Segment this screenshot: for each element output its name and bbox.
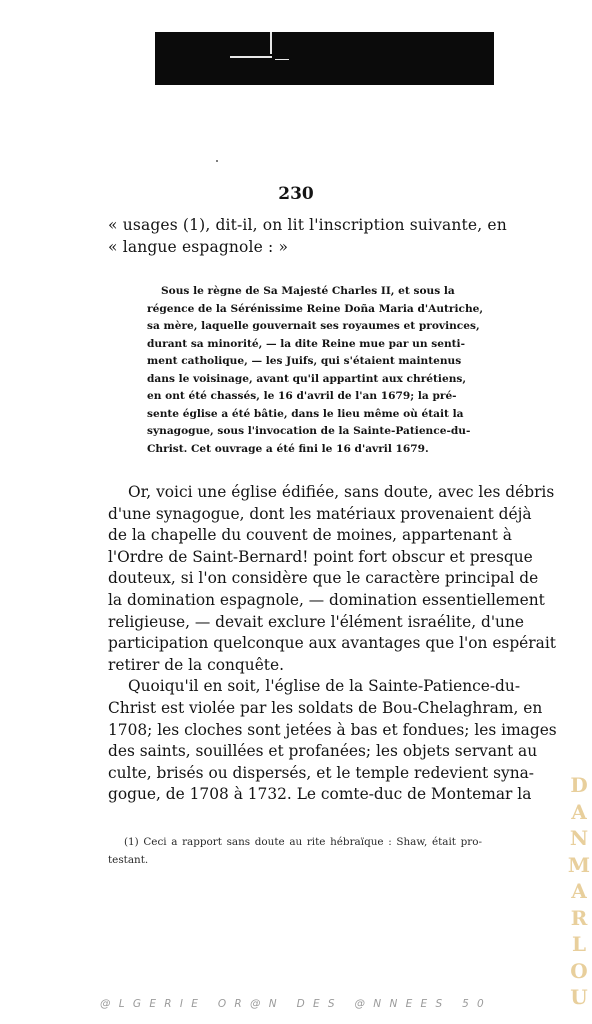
body-text	[108, 482, 557, 806]
body-line: des saints, souillées et profanées; les objets servant au	[108, 742, 538, 761]
inscription-quote	[147, 283, 484, 458]
body-line: 1708; les cloches sont jetées à bas et fondues; les images	[108, 720, 557, 739]
quote-line: durant sa minorité, — la dite Reine mue par un senti-	[147, 337, 465, 350]
body-line: de la chapelle du couvent de moines, appartenant à	[108, 526, 512, 545]
body-line: religieuse, — devait exclure l'élément israélite, d'une	[108, 612, 524, 631]
body-line: Quoiqu'il en soit, l'église de la Sainte-Patience-du-	[128, 677, 521, 696]
body-line: retirer de la conquête.	[108, 655, 284, 674]
body-line: la domination espagnole, — domination essentiellement	[108, 590, 545, 609]
scan-speck	[216, 160, 218, 162]
body-line: culte, brisés ou dispersés, et le temple redevient syna-	[108, 763, 535, 782]
intro-line: « langue espagnole : »	[108, 238, 289, 256]
quote-line: dans le voisinage, avant qu'il appartint aux chrétiens,	[147, 372, 467, 385]
header-band-mark	[270, 32, 272, 54]
header-band-mark	[230, 56, 272, 58]
intro-line: « usages (1), dit-il, on lit l'inscription suivante, en	[108, 216, 507, 234]
body-line: douteux, si l'on considère que le caractère principal de	[108, 569, 539, 588]
page-number: 230	[278, 184, 314, 204]
quote-line: sa mère, laquelle gouvernait ses royaumes et provinces,	[147, 320, 480, 332]
quote-line: Christ. Cet ouvrage a été fini le 16 d'avril 1679.	[147, 442, 429, 455]
body-line: Christ est violée par les soldats de Bou-Chelaghram, en	[108, 698, 543, 717]
quote-line: Sous le règne de Sa Majesté Charles II, et sous la	[161, 285, 455, 297]
body-line: d'une synagogue, dont les matériaux provenaient déjà	[108, 504, 532, 523]
footnote-line: testant.	[108, 854, 149, 866]
quote-line: synagogue, sous l'invocation de la Sainte-Patience-du-	[147, 425, 471, 437]
watermark-footer: @LGERIE OR@N DES @NNEES 50	[99, 998, 493, 1010]
watermark-vertical: DANMARLOU	[567, 773, 591, 1009]
header-band-mark	[275, 59, 289, 60]
quote-line: sente église a été bâtie, dans le lieu même où était la	[147, 407, 464, 420]
quote-line: en ont été chassés, le 16 d'avril de l'an 1679; la pré-	[147, 390, 457, 402]
header-scan-band	[155, 32, 494, 85]
body-line: Or, voici une église édifiée, sans doute, avec les débris	[128, 483, 555, 501]
footnote	[108, 833, 482, 869]
body-line: gogue, de 1708 à 1732. Le comte-duc de Montemar la	[108, 785, 532, 804]
quote-line: régence de la Sérénissime Reine Doña Maria d'Autriche,	[147, 302, 484, 315]
body-line: l'Ordre de Saint-Bernard! point fort obscur et presque	[108, 547, 533, 566]
quote-line: ment catholique, — les Juifs, qui s'étaient maintenus	[147, 355, 462, 367]
body-line: participation quelconque aux avantages que l'on espérait	[108, 634, 556, 653]
footnote-line: (1) Ceci a rapport sans doute au rite hébraïque : Shaw, était pro-	[124, 836, 482, 848]
